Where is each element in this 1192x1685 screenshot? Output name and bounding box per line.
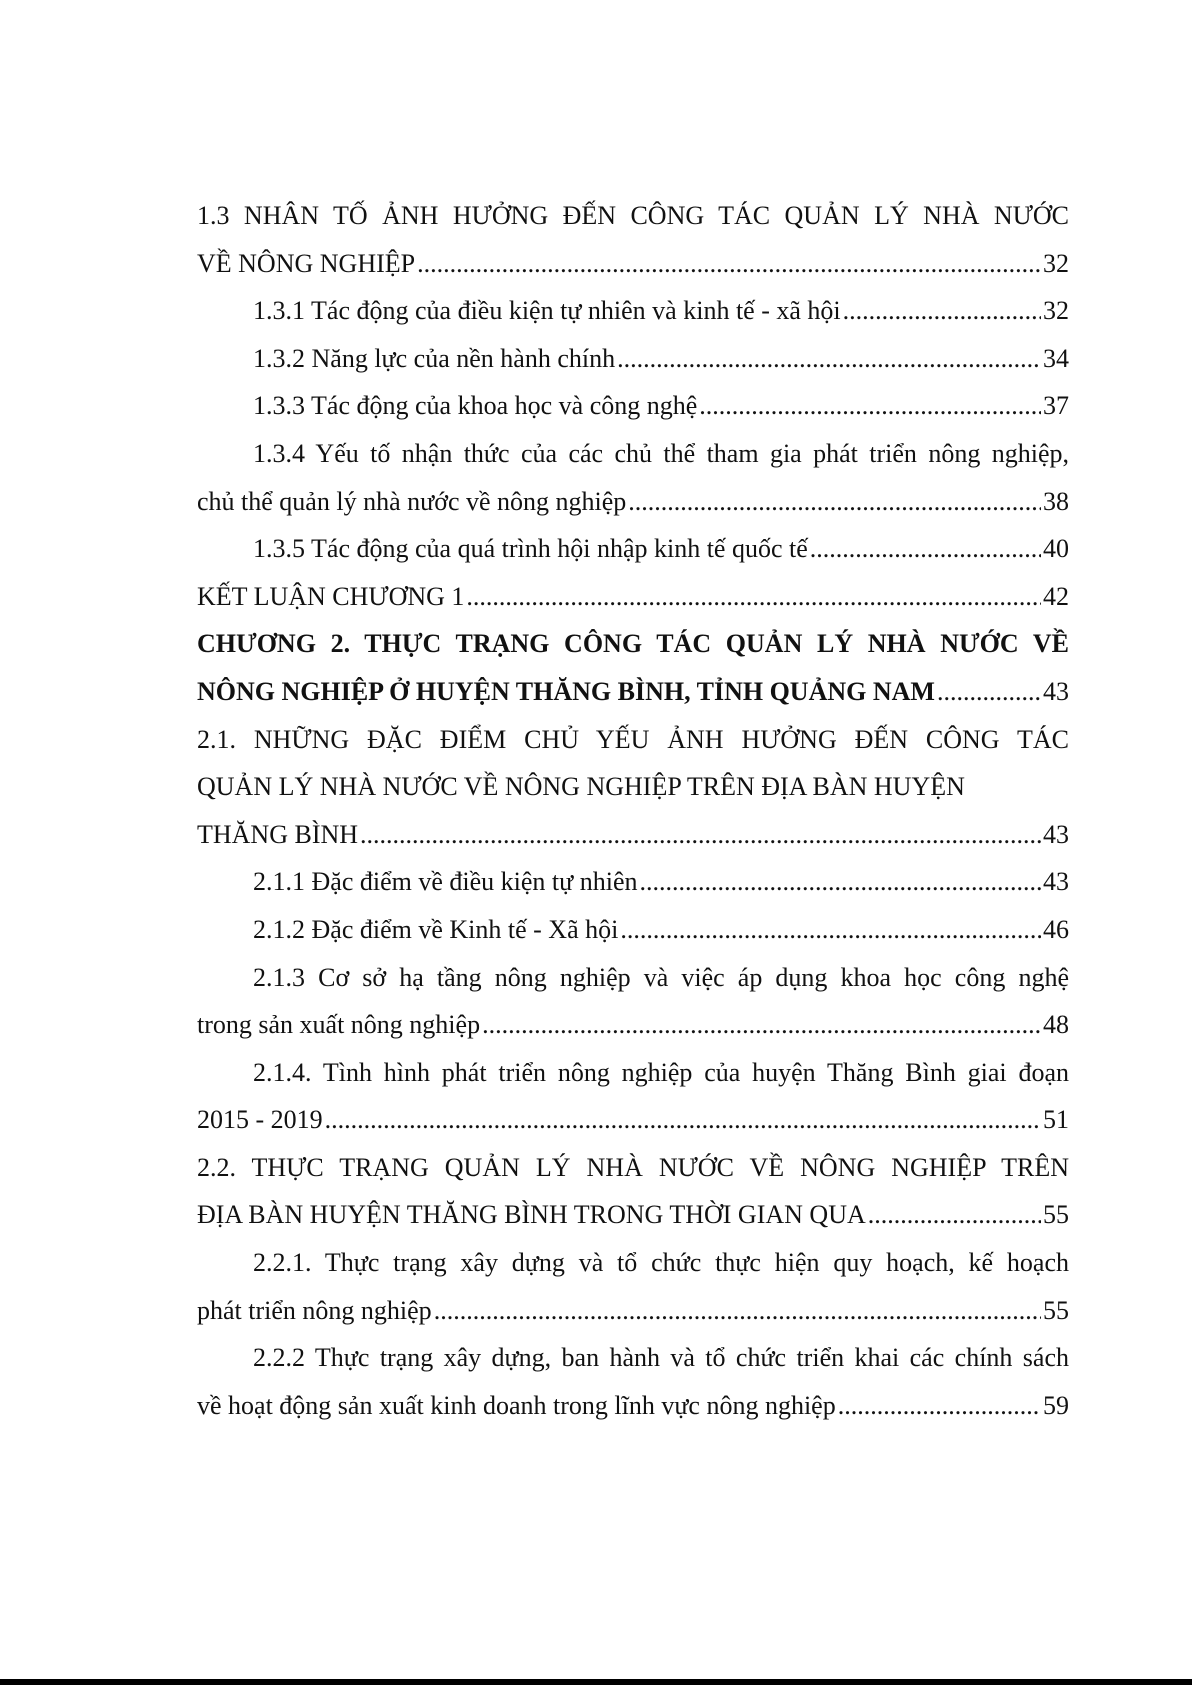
toc-entry[interactable] (197, 573, 1069, 621)
toc-page-number: 46 (1043, 914, 1069, 944)
toc-entry-last-line (197, 478, 1069, 526)
toc-entry[interactable] (197, 1334, 1069, 1429)
toc-page-number: 51 (1043, 1105, 1069, 1135)
toc-page-number: 59 (1043, 1390, 1069, 1420)
dot-leader (868, 1191, 1041, 1239)
dot-leader (843, 287, 1041, 335)
toc-entry[interactable] (197, 430, 1069, 525)
toc-entry-last-line (197, 1191, 1069, 1239)
toc-entry-last-line (197, 240, 1069, 288)
toc-entry[interactable] (197, 382, 1069, 430)
toc-entry[interactable] (197, 906, 1069, 954)
toc-entry[interactable] (197, 858, 1069, 906)
dot-leader (325, 1096, 1041, 1144)
toc-entry-last-line (197, 1382, 1069, 1430)
bottom-border (0, 1679, 1192, 1685)
dot-leader (699, 382, 1041, 430)
toc-entry[interactable] (197, 954, 1069, 1049)
dot-leader (417, 240, 1041, 288)
toc-entry[interactable] (197, 335, 1069, 383)
toc-entry-last-line (197, 287, 1069, 335)
toc-entry-title: 2.1.2 Đặc điểm về Kinh tế - Xã hội (253, 914, 619, 944)
toc-entry[interactable] (197, 287, 1069, 335)
dot-leader (810, 525, 1041, 573)
toc-entry-text-line: 2.1.4. Tình hình phát triển nông nghiệp của huyện Thăng Bình giai đoạn (253, 1057, 1069, 1087)
toc-page-number: 42 (1043, 581, 1069, 611)
toc-entry-title: KẾT LUẬN CHƯƠNG 1 (197, 581, 465, 611)
toc-entry-last-line (197, 525, 1069, 573)
toc-entry-last-line (197, 668, 1069, 716)
toc-entry-text-line: 1.3 NHÂN TỐ ẢNH HƯỞNG ĐẾN CÔNG TÁC QUẢN LÝ NHÀ NƯỚC (197, 201, 1069, 230)
toc-entry-text-line: 2.2.2 Thực trạng xây dựng, ban hành và tổ chức triển khai các chính sách (253, 1343, 1069, 1373)
dot-leader (620, 906, 1041, 954)
dot-leader (434, 1287, 1041, 1335)
table-of-contents (197, 192, 1069, 1429)
toc-page-number: 55 (1043, 1200, 1069, 1230)
toc-page-number: 32 (1043, 296, 1069, 326)
dot-leader (482, 1001, 1041, 1049)
toc-entry[interactable] (197, 525, 1069, 573)
toc-entry-title: 1.3.2 Năng lực của nền hành chính (253, 343, 616, 373)
toc-entry[interactable] (197, 192, 1069, 287)
toc-entry-text-line: 1.3.4 Yếu tố nhận thức của các chủ thể tham gia phát triển nông nghiệp, (253, 438, 1069, 468)
toc-entry-text-line: 2.2.1. Thực trạng xây dựng và tổ chức thực hiện quy hoạch, kế hoạch (253, 1248, 1069, 1278)
toc-page-number: 43 (1043, 676, 1069, 706)
toc-page-number: 43 (1043, 819, 1069, 849)
toc-entry-last-line (197, 1096, 1069, 1144)
toc-entry-last-line (197, 382, 1069, 430)
toc-entry-last-line (197, 811, 1069, 859)
toc-entry-last-line (197, 1001, 1069, 1049)
toc-entry[interactable] (197, 716, 1069, 859)
toc-page-number: 37 (1043, 391, 1069, 421)
toc-entry-title: phát triển nông nghiệp (197, 1295, 432, 1325)
toc-entry-title: 2015 - 2019 (197, 1105, 323, 1135)
toc-entry-last-line (197, 573, 1069, 621)
toc-page-number: 48 (1043, 1010, 1069, 1040)
dot-leader (640, 858, 1042, 906)
toc-page-number: 55 (1043, 1295, 1069, 1325)
toc-page-number: 34 (1043, 343, 1069, 373)
toc-page-number: 40 (1043, 534, 1069, 564)
toc-entry-text-line: QUẢN LÝ NHÀ NƯỚC VỀ NÔNG NGHIỆP TRÊN ĐỊA BÀN HUYỆN (197, 772, 965, 802)
toc-entry-title: chủ thể quản lý nhà nước về nông nghiệp (197, 486, 627, 516)
toc-entry-title: THĂNG BÌNH (197, 819, 359, 849)
toc-entry-title: 1.3.5 Tác động của quá trình hội nhập kinh tế quốc tế (253, 534, 808, 564)
toc-entry-title: NÔNG NGHIỆP Ở HUYỆN THĂNG BÌNH, TỈNH QUẢNG NAM (197, 676, 935, 706)
toc-entry-title: 2.1.1 Đặc điểm về điều kiện tự nhiên (253, 867, 638, 897)
dot-leader (617, 335, 1041, 383)
dot-leader (628, 478, 1041, 526)
toc-entry-last-line (197, 335, 1069, 383)
toc-entry-title: ĐỊA BÀN HUYỆN THĂNG BÌNH TRONG THỜI GIAN QUA (197, 1200, 866, 1230)
toc-entry-title: 1.3.1 Tác động của điều kiện tự nhiên và kinh tế - xã hội (253, 296, 841, 326)
toc-entry-text-line: 2.1. NHỮNG ĐẶC ĐIỂM CHỦ YẾU ẢNH HƯỞNG ĐẾN CÔNG TÁC (197, 724, 1069, 754)
toc-entry-title: VỀ NÔNG NGHIỆP (197, 248, 416, 278)
toc-entry-title: về hoạt động sản xuất kinh doanh trong lĩnh vực nông nghiệp (197, 1390, 836, 1420)
toc-page-number: 32 (1043, 248, 1069, 278)
toc-entry-last-line (197, 906, 1069, 954)
toc-entry[interactable] (197, 1144, 1069, 1239)
toc-entry-text-line: CHƯƠNG 2. THỰC TRẠNG CÔNG TÁC QUẢN LÝ NHÀ NƯỚC VỀ (197, 629, 1069, 659)
toc-entry-title: trong sản xuất nông nghiệp (197, 1010, 481, 1040)
toc-entry[interactable] (197, 620, 1069, 715)
dot-leader (838, 1382, 1041, 1430)
toc-page-number: 38 (1043, 486, 1069, 516)
toc-entry-last-line (197, 1287, 1069, 1335)
toc-entry-text-line: 2.1.3 Cơ sở hạ tầng nông nghiệp và việc áp dụng khoa học công nghệ (253, 962, 1069, 992)
dot-leader (360, 811, 1041, 859)
toc-entry[interactable] (197, 1049, 1069, 1144)
toc-entry-last-line (197, 858, 1069, 906)
toc-entry-title: 1.3.3 Tác động của khoa học và công nghệ (253, 391, 698, 421)
dot-leader (937, 668, 1041, 716)
toc-entry[interactable] (197, 1239, 1069, 1334)
toc-page-number: 43 (1043, 867, 1069, 897)
toc-entry-text-line: 2.2. THỰC TRẠNG QUẢN LÝ NHÀ NƯỚC VỀ NÔNG NGHIỆP TRÊN (197, 1152, 1069, 1182)
dot-leader (466, 573, 1041, 621)
